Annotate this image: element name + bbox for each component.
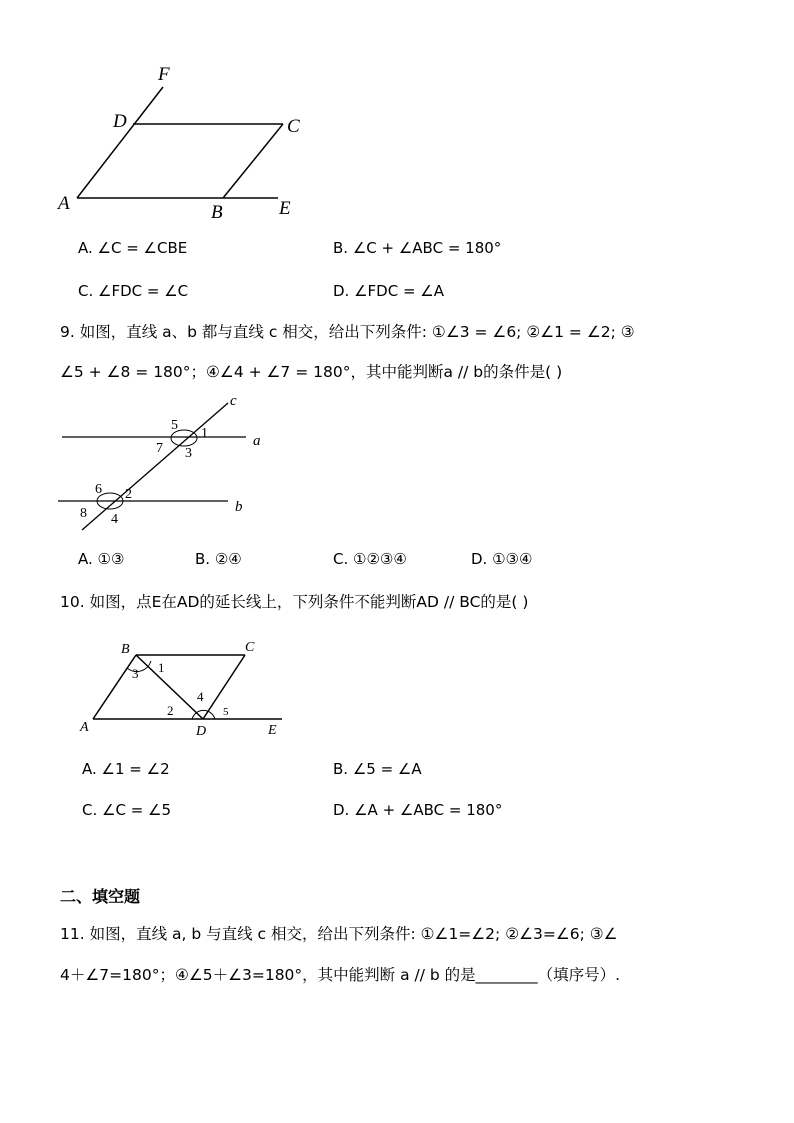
label-2: 2	[125, 487, 132, 502]
label-d: D	[196, 724, 207, 739]
label-b-line: b	[235, 499, 243, 515]
q9-option-d[interactable]: D. ①③④	[471, 550, 533, 568]
label-c-line: c	[230, 393, 237, 409]
label-f: F	[158, 64, 170, 85]
q11-stem-line1: 11. 如图，直线 a, b 与直线 c 相交，给出下列条件: ①∠1=∠2; ②∠3=∠6; ③∠	[60, 925, 618, 943]
q10-figure	[75, 635, 290, 740]
label-c: C	[245, 640, 255, 655]
q8-option-a[interactable]: A. ∠C = ∠CBE	[78, 239, 188, 257]
label-b: B	[121, 642, 130, 657]
q10-option-d[interactable]: D. ∠A + ∠ABC = 180°	[333, 801, 503, 819]
q8-option-b[interactable]: B. ∠C + ∠ABC = 180°	[333, 239, 502, 257]
q10-option-c[interactable]: C. ∠C = ∠5	[82, 801, 172, 819]
label-d: D	[113, 111, 127, 132]
label-5: 5	[223, 706, 229, 718]
label-e: E	[279, 198, 291, 219]
label-a-line: a	[253, 433, 261, 449]
label-4: 4	[197, 689, 204, 704]
label-8: 8	[80, 506, 87, 521]
label-a: A	[80, 720, 89, 735]
q9-stem-line1: 9. 如图，直线 a、b 都与直线 c 相交，给出下列条件: ①∠3 = ∠6; ②∠1 = ∠2; ③	[60, 323, 635, 341]
label-7: 7	[156, 441, 163, 456]
line-bc	[223, 124, 283, 198]
label-1: 1	[201, 426, 208, 441]
q10-stem: 10. 如图，点E在AD的延长线上，下列条件不能判断AD // BC的是( )	[60, 593, 529, 611]
q8-option-c[interactable]: C. ∠FDC = ∠C	[78, 282, 189, 300]
label-b: B	[211, 202, 223, 223]
q8-figure	[50, 60, 320, 230]
q9-figure	[50, 390, 270, 535]
line-af	[77, 87, 163, 198]
label-1: 1	[158, 660, 165, 675]
label-6: 6	[95, 482, 102, 497]
label-c: C	[287, 116, 300, 137]
q10-option-b[interactable]: B. ∠5 = ∠A	[333, 760, 422, 778]
label-e: E	[268, 723, 277, 738]
line-ab	[93, 655, 136, 719]
q8-option-d[interactable]: D. ∠FDC = ∠A	[333, 282, 444, 300]
label-5: 5	[171, 418, 178, 433]
line-c	[82, 403, 228, 530]
q11-stem-line2: 4＋∠7=180°；④∠5＋∠3=180°，其中能判断 a // b 的是________（填序号）.	[60, 966, 621, 984]
label-3: 3	[132, 666, 139, 681]
section-heading: 二、填空题	[60, 887, 141, 906]
q9-stem-line2: ∠5 + ∠8 = 180°；④∠4 + ∠7 = 180°，其中能判断a // b的条件是( )	[60, 363, 563, 381]
label-2: 2	[167, 703, 174, 718]
q9-option-b[interactable]: B. ②④	[195, 550, 242, 568]
q10-option-a[interactable]: A. ∠1 = ∠2	[82, 760, 170, 778]
q9-option-a[interactable]: A. ①③	[78, 550, 125, 568]
label-4: 4	[111, 512, 118, 527]
label-3: 3	[185, 446, 192, 461]
q9-option-c[interactable]: C. ①②③④	[333, 550, 407, 568]
label-a: A	[58, 193, 70, 214]
